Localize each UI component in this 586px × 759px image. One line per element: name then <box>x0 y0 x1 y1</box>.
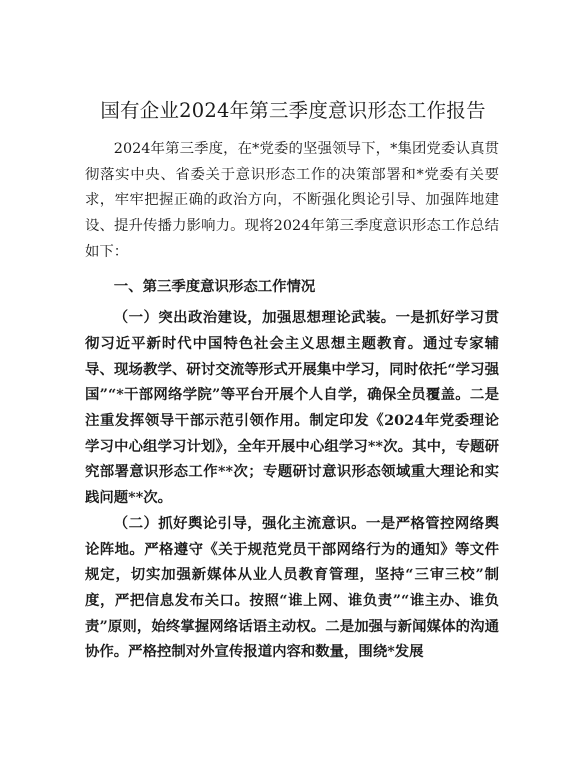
document-title: 国有企业2024年第三季度意识形态工作报告 <box>100 99 486 122</box>
document-body <box>85 137 499 665</box>
paragraph-political-building: （一）突出政治建设，加强思想理论武装。一是抓好学习贯彻习近平新时代中国特色社会主义思想主题教育。通过专家辅导、现场教学、研讨交流等形式开展集中学习，同时依托“学习强国”“*干部网络学院”等平台开展个人自学，确保全员覆盖。二是注重发挥领导干部示范引领作用。制定印发《2024年党委理论学习中心组学习计划》，全年开展中心组学习**次。其中，专题研究部署意识形态工作**次；专题研讨意识形态领域重大理论和实践问题**次。 <box>85 309 499 507</box>
section-heading: 一、第三季度意识形态工作情况 <box>113 277 316 295</box>
intro-paragraph: 2024年第三季度，在*党委的坚强领导下，*集团党委认真贯彻落实中央、省委关于意识形态工作的决策部署和*党委有关要求，牢牢把握正确的政治方向，不断强化舆论引导、加强阵地建设、提升传播力影响力。现将2024年第三季度意识形态工作总结如下： <box>85 141 499 260</box>
paragraph-public-opinion: （二）抓好舆论引导，强化主流意识。一是严格管控网络舆论阵地。严格遵守《关于规范党员干部网络行为的通知》等文件规定，切实加强新媒体从业人员教育管理，坚持“三审三校”制度，严把信息发布关口。按照“谁上网、谁负责”“谁主办、谁负责”原则，始终掌握网络话语主动权。二是加强与新闻媒体的沟通协作。严格控制对外宣传报道内容和数量，围绕*发展 <box>85 514 499 661</box>
